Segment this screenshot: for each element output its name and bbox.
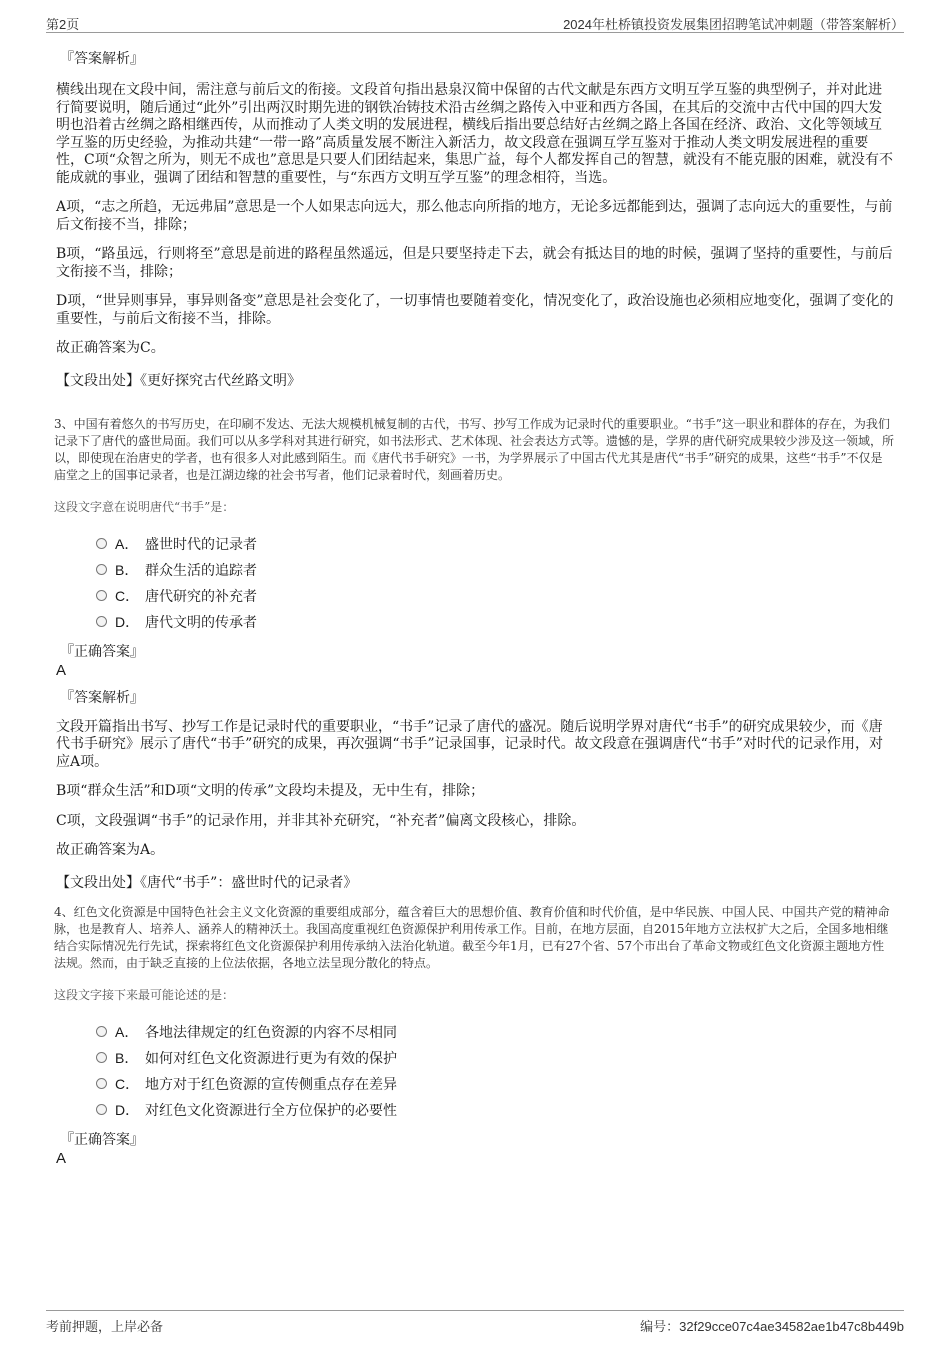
analysis-paragraph: D项，“世异则事异，事异则备变”意思是社会变化了，一切事情也要随着变化，情况变化了，政治设施也必须相应地变化，强调了变化的重要性，与前后文衔接不当，排除。 [56, 293, 894, 327]
document-code-value: 32f29cce07c4ae34582ae1b47c8b449b [679, 1319, 904, 1334]
option-letter: B． [115, 1049, 139, 1066]
question-stem: 4、红色文化资源是中国特色社会主义文化资源的重要组成部分，蕴含着巨大的思想价值、教育价值和时代价值，是中华民族、中国人民、中国共产党的精神命脉，也是教育人、培养人、涵养人的精神沃土。我国高度重视红色资源保护利用传承工作。目前，在地方层面，自2015年地方立法权扩大之后，全国多地相继结合实际情况先行先试，探索将红色文化资源保护利用传承纳入法治化轨道。截至今年1月，已有27个省、57个市出台了革命文物或红色文化资源主题地方性法规。然而，由于缺乏直接的上位法依据，各地立法呈现分散化的特点。 [54, 904, 890, 970]
passage-source: 【文段出处】《唐代“书手”：盛世时代的记录者》 [56, 874, 358, 891]
option-text: 群众生活的追踪者 [145, 562, 257, 579]
option-text: 对红色文化资源进行全方位保护的必要性 [145, 1102, 397, 1119]
option-c[interactable] [96, 583, 894, 609]
option-list [96, 531, 894, 635]
radio-button[interactable] [96, 590, 107, 601]
question-4 [56, 904, 894, 1167]
option-letter: D． [115, 1101, 140, 1118]
radio-button[interactable] [96, 1052, 107, 1063]
analysis-conclusion: 故正确答案为A。 [56, 842, 165, 858]
option-text: 盛世时代的记录者 [145, 536, 257, 553]
option-list [96, 1019, 894, 1123]
option-text: 唐代研究的补充者 [145, 588, 257, 605]
option-b[interactable] [96, 1045, 894, 1071]
option-a[interactable] [96, 1019, 894, 1045]
option-letter: D． [115, 613, 140, 630]
option-letter: A． [115, 535, 139, 552]
option-d[interactable] [96, 609, 894, 635]
passage-source: 【文段出处】《更好探究古代丝路文明》 [56, 372, 301, 389]
radio-button[interactable] [96, 616, 107, 627]
radio-button[interactable] [96, 538, 107, 549]
option-letter: C． [115, 1075, 140, 1092]
document-code-label: 编号： [640, 1319, 680, 1334]
analysis-paragraph: B项“群众生活”和D项“文明的传承”文段均未提及，无中生有，排除； [56, 783, 485, 799]
option-letter: A． [115, 1023, 139, 1040]
option-c[interactable] [96, 1071, 894, 1097]
correct-answer-label: 『正确答案』 [60, 1131, 144, 1148]
analysis-conclusion: 故正确答案为C。 [56, 340, 165, 356]
document-title: 2024年杜桥镇投资发展集团招聘笔试冲刺题（带答案解析） [563, 17, 904, 32]
correct-answer: A [56, 1149, 67, 1167]
option-a[interactable] [96, 531, 894, 557]
page-footer [46, 1310, 904, 1335]
analysis-paragraph: A项，“志之所趋，无远弗届”意思是一个人如果志向远大，那么他志向所指的地方，无论多远都能到达，强调了志向远大的重要性，与前后文衔接不当，排除； [56, 199, 893, 233]
analysis-label: 『答案解析』 [60, 689, 144, 706]
option-text: 唐代文明的传承者 [145, 614, 257, 631]
analysis-paragraph: 横线出现在文段中间，需注意与前后文的衔接。文段首句指出悬泉汉简中保留的古代文献是东西方文明互学互鉴的典型例子，并对此进行简要说明，随后通过“此外”引出两汉时期先进的钢铁冶铸技术沿古丝绸之路传入中亚和西方各国，在其后的交流中古代中国的四大发明也沿着古丝绸之路相继西传，从而推动了人类文明的发展进程，横线后指出要总结好古丝绸之路上各国在经济、政治、文化等领域互学互鉴的历史经验，为推动共建“一带一路”高质量发展不断注入新活力，故文段意在强调互学互鉴对于推动人类文明发展进程的重要性，C项“众智之所为，则无不成也”意思是只要人们团结起来，集思广益，每个人都发挥自己的智慧，就没有不能克服的困难，就没有不能成就的事业，强调了团结和智慧的重要性，与“东西方文明互学互鉴”的理念相符，当选。 [56, 82, 894, 186]
page-content [56, 40, 894, 1169]
radio-button[interactable] [96, 1078, 107, 1089]
question-prompt: 这段文字意在说明唐代“书手”是： [54, 499, 235, 514]
analysis-paragraph: C项，文段强调“书手”的记录作用，并非其补充研究，“补充者”偏离文段核心，排除。 [56, 812, 586, 829]
question-stem: 3、中国有着悠久的书写历史，在印刷不发达、无法大规模机械复制的古代，书写、抄写工作成为记录时代的重要职业。“书手”这一职业和群体的存在，为我们记录下了唐代的盛世局面。我们可以从多学科对其进行研究，如书法形式、艺术体现、社会表达方式等。遗憾的是，学界的唐代研究成果较少涉及这一领域，所以，即使现在治唐史的学者，也有很多人对此感到陌生。而《唐代书手研究》一书，为学界展示了中国古代尤其是唐代“书手”研究的成果，这些“书手”不仅是庙堂之上的国事记录者，也是江湖边缘的社会书写者，他们记录着时代，刻画着历史。 [54, 416, 895, 482]
analysis-label: 『答案解析』 [60, 51, 144, 67]
option-d[interactable] [96, 1097, 894, 1123]
radio-button[interactable] [96, 1104, 107, 1115]
correct-answer: A [56, 661, 67, 679]
correct-answer-label: 『正确答案』 [60, 643, 144, 660]
analysis-paragraph: 文段开篇指出书写、抄写工作是记录时代的重要职业，“书手”记录了唐代的盛况。随后说明学界对唐代“书手”的研究成果较少，而《唐代书手研究》展示了唐代“书手”研究的成果，再次强调“书手”记录国事，记录时代。故文段意在强调唐代“书手”对时代的记录作用，对应A项。 [56, 718, 883, 770]
footer-slogan: 考前押题，上岸必备 [46, 1319, 164, 1334]
question-prompt: 这段文字接下来最可能论述的是： [54, 987, 235, 1002]
previous-question-analysis [56, 48, 894, 390]
analysis-paragraph: B项，“路虽远，行则将至”意思是前进的路程虽然遥远，但是只要坚持走下去，就会有抵达目的地的时候，强调了坚持的重要性，与前后文衔接不当，排除； [56, 246, 893, 280]
option-b[interactable] [96, 557, 894, 583]
radio-button[interactable] [96, 1026, 107, 1037]
page-number: 第2页 [46, 17, 80, 32]
option-text: 如何对红色文化资源进行更为有效的保护 [145, 1050, 397, 1067]
option-letter: C． [115, 587, 140, 604]
option-text: 各地法律规定的红色资源的内容不尽相同 [145, 1024, 397, 1041]
document-code [640, 1316, 904, 1335]
page-header [46, 12, 904, 33]
radio-button[interactable] [96, 564, 107, 575]
option-letter: B． [115, 561, 139, 578]
option-text: 地方对于红色资源的宣传侧重点存在差异 [145, 1076, 397, 1093]
question-3 [56, 416, 894, 892]
